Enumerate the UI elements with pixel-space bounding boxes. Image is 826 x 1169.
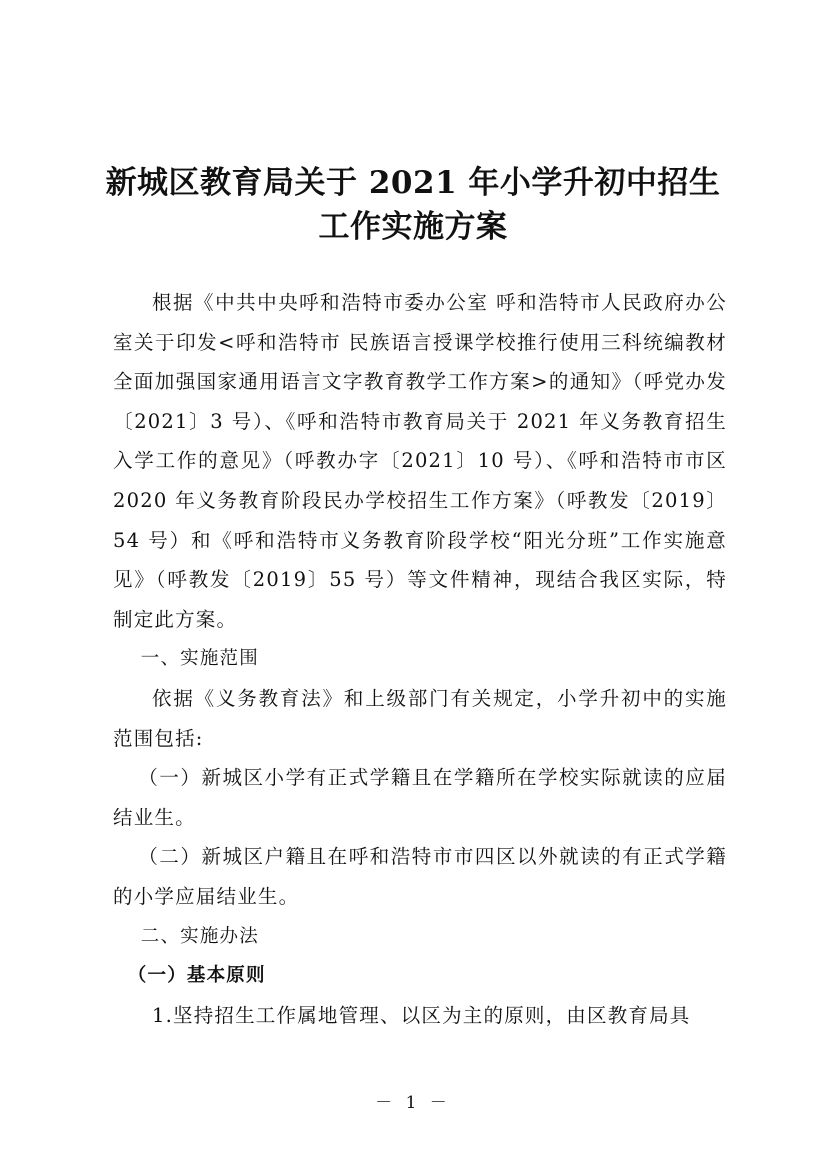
scope-item-2: （二）新城区户籍且在呼和浩特市市四区以外就读的有正式学籍的小学应届结业生。 <box>113 845 727 908</box>
intro-paragraph: 根据《中共中央呼和浩特市委办公室 呼和浩特市人民政府办公室关于印发<呼和浩特市 民族语言授课学校推行使用三科统编教材 全面加强国家通用语言文字教育教学工作方案>的通知》（呼党办发〔2021〕3 号）、《呼和浩特市教育局关于 2021 年义务教育招生入学工作的意见》（呼教办字〔2021〕10 号）、《呼和浩特市市区 2020 年义务教育阶段民办学校招生工作方案》（呼教发〔2019〕54 号）和《呼和浩特市义务教育阶段学校“阳光分班”工作实施意见》（呼教发〔2019〕55 号）等文件精神，现结合我区实际，特制定此方案。 <box>113 291 727 631</box>
page-number: － 1 － <box>375 1093 451 1113</box>
document-title-line-2: 工作实施方案 <box>318 209 508 245</box>
principle-point-1: 1.坚持招生工作属地管理、以区为主的原则，由区教育局具 <box>152 1003 691 1027</box>
subsection-1-heading: （一）基本原则 <box>127 965 266 987</box>
section-1-heading: 一、实施范围 <box>140 648 259 670</box>
section-1-text: 依据《义务教育法》和上级部门有关规定，小学升初中的实施范围包括: <box>113 686 727 750</box>
section-2-heading: 二、实施办法 <box>140 925 259 947</box>
document-body <box>113 283 727 1035</box>
document-title-line-1: 新城区教育局关于 2021 年小学升初中招生 <box>105 165 721 201</box>
scope-item-1: （一）新城区小学有正式学籍且在学籍所在学校实际就读的应届结业生。 <box>113 766 727 829</box>
